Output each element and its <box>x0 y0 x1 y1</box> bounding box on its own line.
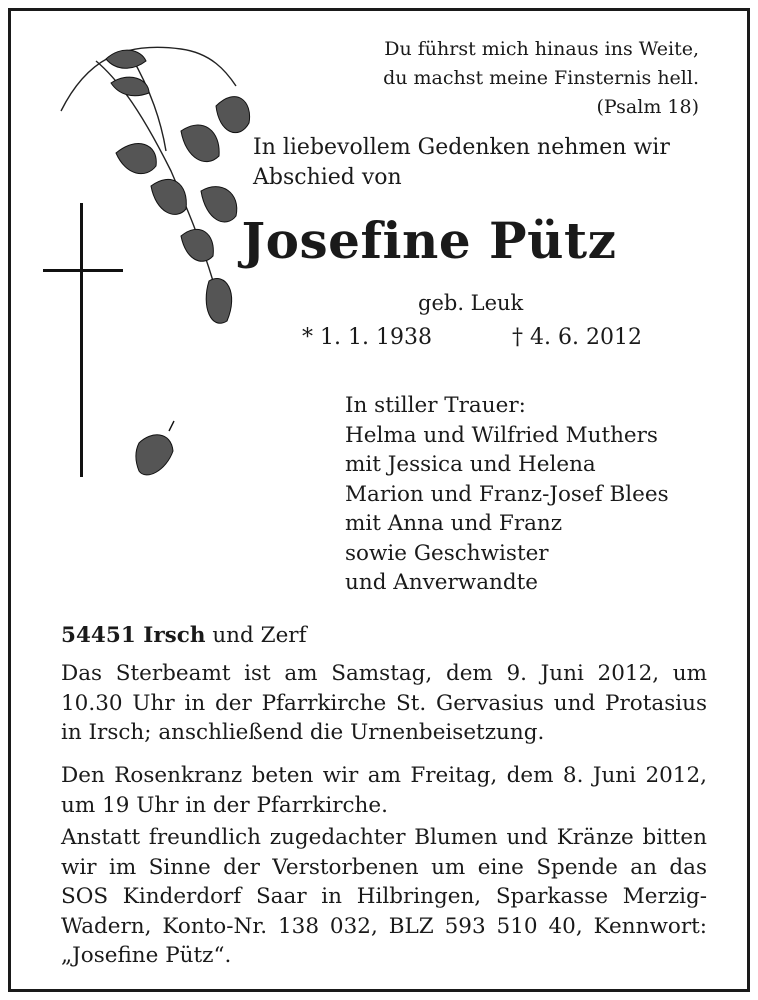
mourner-line: Helma und Wilfried Muthers <box>345 422 658 448</box>
obituary-frame <box>8 8 750 992</box>
leaf-stem-icon <box>169 421 174 431</box>
mourner-line: mit Jessica und Helena <box>345 452 596 477</box>
birth-date: * 1. 1. 1938 <box>302 325 432 350</box>
funeral-mass-paragraph: Das Sterbeamt ist am Samstag, dem 9. Juni 2012, um 10.30 Uhr in der Pfarrkirche St. Gervasius und Protasius in Irsch; anschließend die Urnenbeisetzung. <box>61 661 707 745</box>
psalm-line-2: du machst meine Finsternis hell. <box>383 67 699 89</box>
psalm-line-1: Du führst mich hinaus ins Weite, <box>384 38 699 60</box>
psalm-reference: (Psalm 18) <box>596 96 699 118</box>
mourner-line: mit Anna und Franz <box>345 511 563 536</box>
location-rest: und Zerf <box>205 623 307 648</box>
intro-text: In liebevollem Gedenken nehmen wir Abschied von <box>253 135 670 190</box>
death-date: † 4. 6. 2012 <box>512 325 642 350</box>
mourner-line: Marion und Franz-Josef Blees <box>345 481 669 507</box>
mourners-heading: In stiller Trauer: <box>345 393 526 418</box>
maiden-name: geb. Leuk <box>418 291 524 315</box>
donation-paragraph: Anstatt freundlich zugedachter Blumen und Kränze bitten wir im Sinne der Verstorbenen um eine Spende an das SOS Kinderdorf Saar in Hilbringen, Sparkasse Merzig-Wadern, Konto-Nr. 138 032, BLZ 593 510 40, Kennwort: „Josefine Pütz“. <box>61 825 707 968</box>
location-line <box>61 621 707 651</box>
psalm-quote <box>383 35 699 122</box>
mourners-list <box>345 391 669 598</box>
location-bold: 54451 Irsch <box>61 623 206 648</box>
mourner-line: und Anverwandte <box>345 570 539 595</box>
rosary-paragraph: Den Rosenkranz beten wir am Freitag, dem 8. Juni 2012, um 19 Uhr in der Pfarrkirche. <box>61 763 707 818</box>
deceased-name: Josefine Pütz <box>241 211 617 270</box>
mourner-line: sowie Geschwister <box>345 540 549 566</box>
